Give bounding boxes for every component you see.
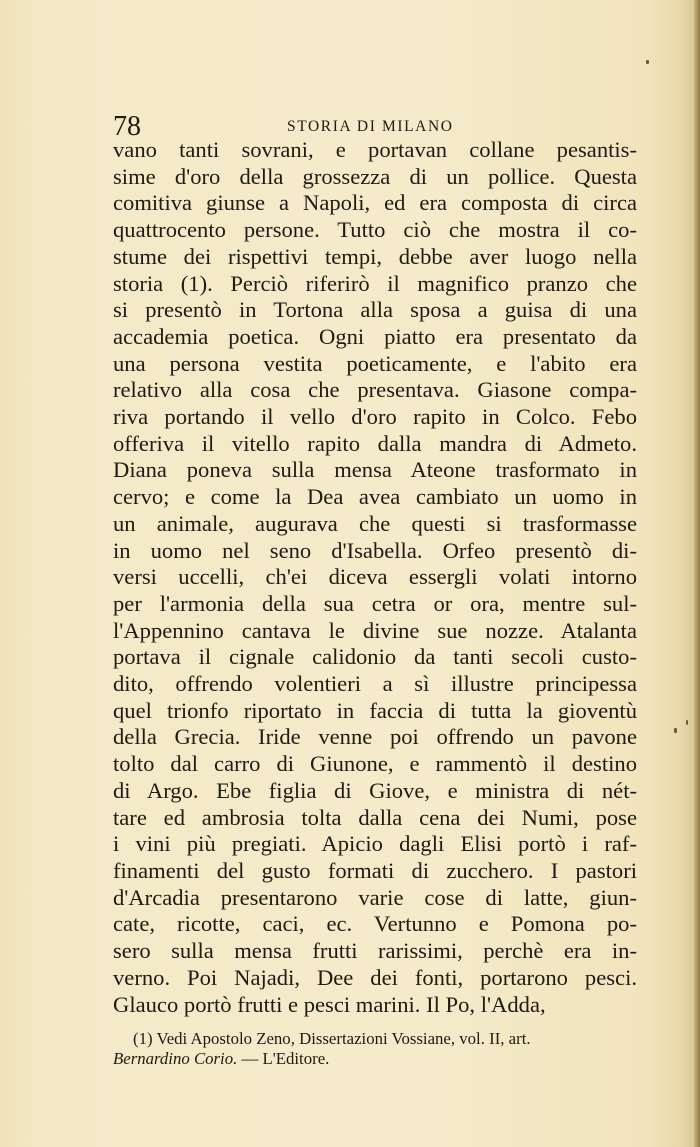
text-line: offeriva il vitello rapito dalla mandra di Admeto. bbox=[113, 430, 637, 456]
text-line: quattrocento persone. Tutto ciò che mostra il co- bbox=[113, 217, 637, 243]
text-line: una persona vestita poeticamente, e l'abito era bbox=[113, 350, 637, 376]
text-line: d'Arcadia presentarono varie cose di latte, giun- bbox=[113, 884, 637, 910]
text-line: Glauco portò frutti e pesci marini. Il Po, l'Adda, bbox=[113, 991, 546, 1017]
paper-speck bbox=[674, 728, 677, 733]
text-line: verno. Poi Najadi, Dee dei fonti, portarono pesci. bbox=[113, 964, 637, 990]
text-line: tolto dal carro di Giunone, e rammentò il destino bbox=[113, 751, 637, 777]
text-line: dito, offrendo volentieri a sì illustre principessa bbox=[113, 671, 637, 697]
footnote-editor: — L'Editore. bbox=[237, 1049, 330, 1068]
text-line: cate, ricotte, caci, ec. Vertunno e Pomona po- bbox=[113, 911, 637, 937]
text-line: sime d'oro della grossezza di un pollice. Questa bbox=[113, 163, 637, 189]
text-line: versi uccelli, ch'ei diceva essergli volati intorno bbox=[113, 564, 637, 590]
text-line: in uomo nel seno d'Isabella. Orfeo presentò di- bbox=[113, 537, 637, 563]
text-line: Diana poneva sulla mensa Ateone trasformato in bbox=[113, 457, 637, 483]
text-line: vano tanti sovrani, e portavan collane pesantis- bbox=[113, 137, 637, 162]
paper-speck bbox=[646, 60, 649, 64]
text-line: comitiva giunse a Napoli, ed era composta di circa bbox=[113, 190, 637, 216]
text-line: tare ed ambrosia tolta dalla cena dei Numi, pose bbox=[113, 804, 637, 830]
running-head: STORIA DI MILANO bbox=[287, 118, 454, 135]
text-line: cervo; e come la Dea avea cambiato un uomo in bbox=[113, 484, 637, 510]
text-line: riva portando il vello d'oro rapito in Colco. Febo bbox=[113, 404, 637, 430]
text-line: finamenti del gusto formati di zucchero. I pastori bbox=[113, 857, 637, 883]
footnote-italic-title: Bernardino Corio. bbox=[113, 1049, 238, 1068]
text-line: quel trionfo riportato in faccia di tutta la gioventù bbox=[113, 697, 637, 723]
text-line: portava il cignale calidonio da tanti secoli custo- bbox=[113, 644, 637, 670]
text-line: un animale, augurava che questi si trasformasse bbox=[113, 510, 637, 536]
page-number: 78 bbox=[113, 111, 141, 142]
text-line: di Argo. Ebe figlia di Giove, e ministra di nét- bbox=[113, 777, 637, 803]
text-line: stume dei rispettivi tempi, debbe aver luogo nella bbox=[113, 243, 637, 269]
paper-speck bbox=[686, 720, 688, 725]
text-line: storia (1). Perciò riferirò il magnifico pranzo che bbox=[113, 270, 637, 296]
text-line: i vini più pregiati. Apicio dagli Elisi portò i raf- bbox=[113, 831, 637, 857]
footnote-line: (1) Vedi Apostolo Zeno, Dissertazioni Vossiane, vol. II, art. bbox=[133, 1029, 531, 1048]
text-line: si presentò in Tortona alla sposa a guisa di una bbox=[113, 297, 637, 323]
text-line: accademia poetica. Ogni piatto era presentato da bbox=[113, 323, 637, 349]
footnote bbox=[113, 1029, 643, 1069]
text-line: relativo alla cosa che presentava. Giasone compa- bbox=[113, 377, 637, 403]
page-edge bbox=[694, 0, 700, 1147]
footnote-line bbox=[113, 1049, 643, 1069]
text-line: della Grecia. Iride venne poi offrendo un pavone bbox=[113, 724, 637, 750]
text-line: l'Appennino cantava le divine sue nozze. Atalanta bbox=[113, 617, 637, 643]
text-line: sero sulla mensa frutti rarissimi, perchè era in- bbox=[113, 938, 637, 964]
body-text bbox=[113, 137, 637, 1018]
text-line: per l'armonia della sua cetra or ora, mentre sul- bbox=[113, 590, 637, 616]
